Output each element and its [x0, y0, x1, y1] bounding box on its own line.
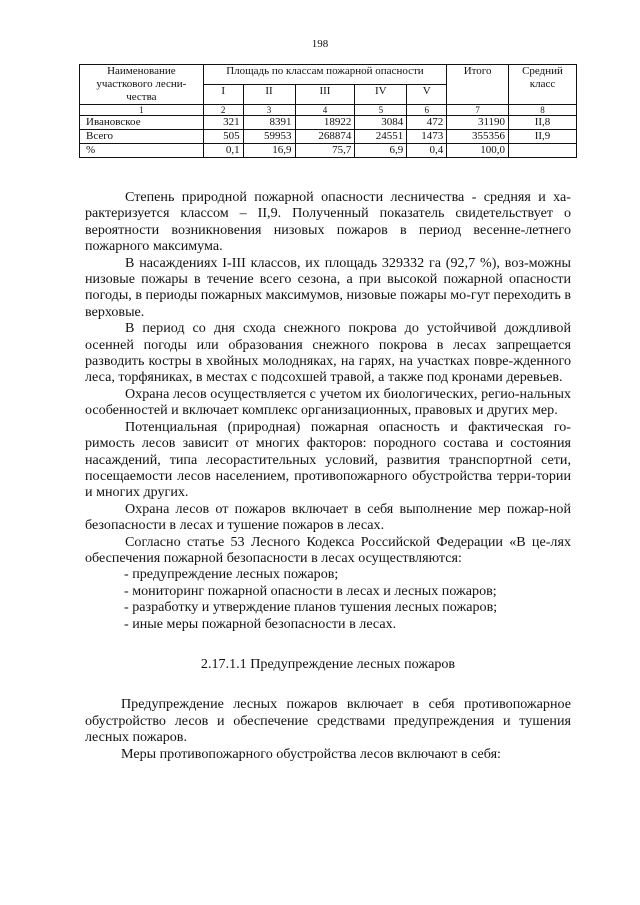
header-class: V [407, 85, 447, 105]
paragraph: Предупреждение лесных пожаров включает в себя противопожарное обустройство лесов и обеспечение средствами предупреждения и тушения лесных пожаров. [85, 696, 571, 746]
paragraph: В период со дня схода снежного покрова до устойчивой дождливой осенней погоды или образования снежного покрова в лесах запрещается разводить костры в хвойных молодняках, на гарях, на участках повре-жденного леса, торфяниках, в местах с подсохшей травой, а также под кронами деревьев. [85, 320, 571, 386]
table-header-row [80, 65, 577, 85]
body-text [85, 189, 571, 762]
table-row [80, 130, 577, 144]
table-cell [509, 144, 577, 158]
table-row [80, 116, 577, 130]
table-cell: 355356 [447, 130, 509, 144]
header-class: IV [355, 85, 407, 105]
table-cell: II,9 [509, 130, 577, 144]
table-cell: 6,9 [355, 144, 407, 158]
index-cell: 1 [80, 105, 204, 116]
table-cell: 472 [407, 116, 447, 130]
measures-list [85, 566, 571, 632]
header-avg: Средний класс [509, 65, 577, 105]
table-cell: 24551 [355, 130, 407, 144]
paragraph: В насаждениях I-III классов, их площадь 329332 га (92,7 %), воз-можны низовые пожары в течение всего сезона, а при высокой пожарной опасности погоды, в периоды пожарных максимумов, низовые пожары мо-гут переходить в верховые. [85, 254, 571, 320]
list-item: - разработку и утверждение планов тушения лесных пожаров; [124, 599, 498, 616]
paragraph: Охрана лесов от пожаров включает в себя выполнение мер пожар-ной безопасности в лесах и тушение пожаров в лесах. [85, 500, 571, 534]
fire-danger-table [79, 64, 577, 158]
paragraph: Охрана лесов осуществляется с учетом их биологических, регио-нальных особенностей и включает комплекс организационных, правовых и других мер. [85, 385, 571, 419]
header-name: Наименование участкового лесни-чества [80, 65, 204, 105]
index-cell: 5 [355, 105, 407, 116]
paragraph: Потенциальная (природная) пожарная опасность и фактическая го-римость лесов зависит от многих факторов: породного состава и состояния насаждений, типа лесорастительных условий, развития транспортной сети, посещаемости лесов населением, противопожарного обустройства терри-тории и многих других. [85, 418, 571, 501]
row-name: % [80, 144, 204, 158]
index-cell: 7 [447, 105, 509, 116]
header-class: I [203, 85, 243, 105]
table-cell: 1473 [407, 130, 447, 144]
header-class: III [295, 85, 355, 105]
table-cell: 59953 [243, 130, 295, 144]
header-area-group: Площадь по классам пожарной опасности [203, 65, 446, 85]
row-name: Ивановское [80, 116, 204, 130]
index-cell: 6 [407, 105, 447, 116]
index-cell: 2 [203, 105, 243, 116]
table-cell: 100,0 [447, 144, 509, 158]
table-cell: II,8 [509, 116, 577, 130]
paragraph: Согласно статье 53 Лесного Кодекса Российской Федерации «В це-лях обеспечения пожарной безопасности в лесах осуществляются: [85, 533, 571, 566]
table-cell: 0,1 [203, 144, 243, 158]
section-heading: 2.17.1.1 Предупреждение лесных пожаров [200, 655, 456, 672]
table-cell: 505 [203, 130, 243, 144]
table-cell: 321 [203, 116, 243, 130]
paragraph: Степень природной пожарной опасности лесничества - средняя и ха-рактеризуется классом – II,9. Полученный показатель свидетельствует о вероятности возникновения низовых пожаров в период весенне-летнего пожарного максимума. [85, 189, 571, 255]
table-cell: 268874 [295, 130, 355, 144]
table-cell: 75,7 [295, 144, 355, 158]
table-row [80, 144, 577, 158]
list-item: - предупреждение лесных пожаров; [124, 566, 339, 583]
table-cell: 3084 [355, 116, 407, 130]
header-total: Итого [447, 65, 509, 105]
page-number: 198 [311, 38, 329, 50]
header-class: II [243, 85, 295, 105]
paragraph: Меры противопожарного обустройства лесов включают в себя: [121, 745, 501, 762]
list-item: - мониторинг пожарной опасности в лесах и лесных пожаров; [124, 582, 497, 599]
index-cell: 4 [295, 105, 355, 116]
table-index-row [80, 105, 577, 116]
table-cell: 16,9 [243, 144, 295, 158]
table-cell: 8391 [243, 116, 295, 130]
list-item: - иные меры пожарной безопасности в лесах. [124, 615, 397, 632]
table-cell: 31190 [447, 116, 509, 130]
index-cell: 8 [509, 105, 577, 116]
index-cell: 3 [243, 105, 295, 116]
row-name: Всего [80, 130, 204, 144]
table-cell: 18922 [295, 116, 355, 130]
table-cell: 0,4 [407, 144, 447, 158]
